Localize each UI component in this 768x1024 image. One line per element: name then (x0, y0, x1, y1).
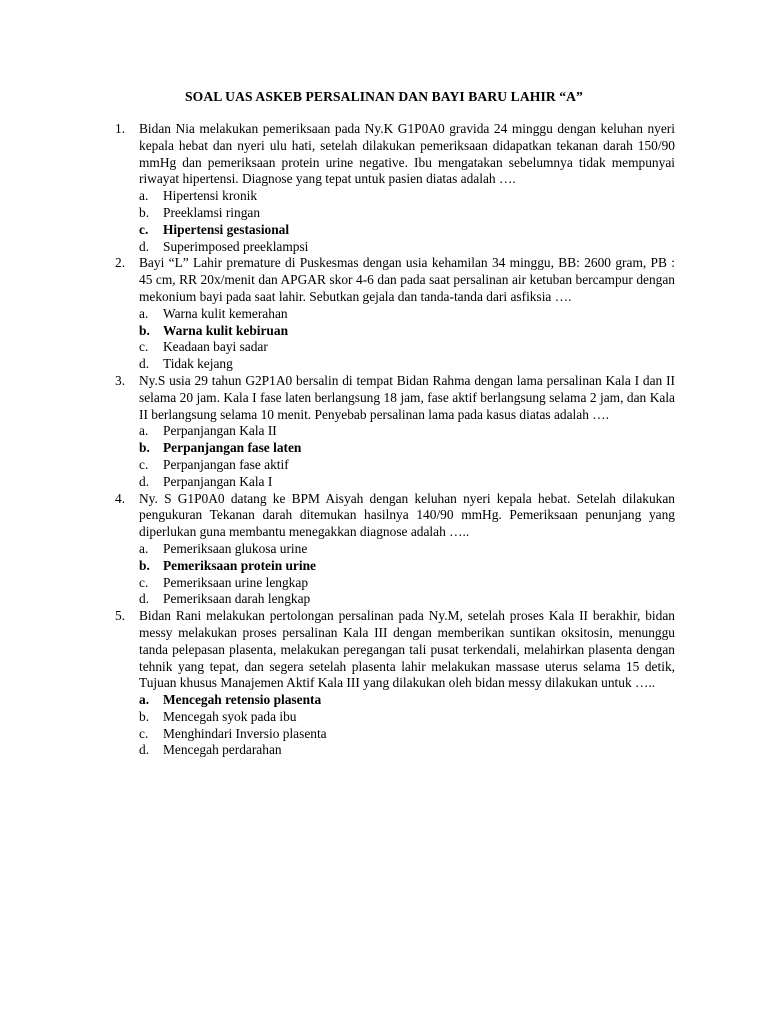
question-4 (115, 491, 675, 609)
question-5 (115, 608, 675, 759)
question-number: 1. (115, 121, 126, 136)
option-a (139, 306, 675, 323)
question-list (115, 121, 675, 759)
option-text: Pemeriksaan darah lengkap (163, 591, 311, 607)
page-title: SOAL UAS ASKEB PERSALINAN DAN BAYI BARU LAHIR “A” (185, 89, 583, 104)
option-letter: c. (139, 456, 149, 472)
option-text: Pemeriksaan glukosa urine (163, 540, 308, 556)
option-text: Tidak kejang (163, 356, 233, 372)
option-text: Perpanjangan fase laten (163, 440, 302, 456)
answer-options (139, 541, 675, 608)
option-letter: b. (139, 322, 150, 338)
question-text: Bidan Rani melakukan pertolongan persalinan pada Ny.M, setelah proses Kala II berakhir, bidan messy melakukan proses persalinan Kala III dengan memberikan suntikan oksitosin, menunggu tanda pelepasan plasenta, melakukan peregangan tali pusat terkendali, melahirkan plasenta dengan tehnik yang tepat, dan segera setelah plasenta lahir melakukan massase uterus selama 15 detik, Tujuan khusus Manajemen Aktif Kala III yang dilakukan oleh bidan messy dilakukan untuk ….. (139, 608, 675, 691)
question-number: 2. (115, 255, 126, 271)
option-letter: d. (139, 473, 150, 489)
option-letter: c. (139, 339, 149, 355)
option-d (139, 474, 675, 491)
option-text: Mencegah syok pada ibu (163, 708, 297, 724)
option-letter: a. (139, 423, 149, 439)
question-2 (115, 255, 675, 373)
option-text: Hipertensi kronik (163, 188, 258, 204)
option-letter: d. (139, 742, 150, 758)
option-text: Hipertensi gestasional (163, 221, 290, 237)
option-a (139, 541, 675, 558)
option-a-correct (139, 692, 675, 709)
option-text: Keadaan bayi sadar (163, 339, 268, 355)
option-b-correct (139, 558, 675, 575)
answer-options (139, 306, 675, 373)
question-3 (115, 373, 675, 491)
option-text: Preeklamsi ringan (163, 204, 261, 220)
answer-options (139, 423, 675, 490)
option-d (139, 356, 675, 373)
option-c (139, 339, 675, 356)
option-b (139, 709, 675, 726)
option-text: Mencegah retensio plasenta (163, 692, 322, 708)
option-letter: b. (139, 204, 150, 220)
question-text: Ny. S G1P0A0 datang ke BPM Aisyah dengan keluhan nyeri kepala hebat. Setelah dilakukan pengukuran Tekanan darah ditemukan hasilnya 140/90 mmHg. Pemeriksaan penunjang yang diperlukan guna membantu menegakkan diagnose adalah ….. (139, 490, 675, 540)
question-text: Ny.S usia 29 tahun G2P1A0 bersalin di tempat Bidan Rahma dengan lama persalinan Kala I dan II selama 20 jam. Kala I fase laten berlangsung 18 jam, fase aktif berlangsung selama 2 jam, dan Kala II berlangsung selama 10 menit. Penyebab persalinan lama pada kasus diatas adalah …. (139, 372, 675, 422)
option-c (139, 726, 675, 743)
option-d (139, 742, 675, 759)
answer-options (139, 692, 675, 759)
option-letter: a. (139, 305, 149, 321)
option-letter: b. (139, 708, 150, 724)
option-text: Pemeriksaan protein urine (163, 557, 316, 573)
option-c (139, 457, 675, 474)
option-letter: d. (139, 238, 150, 254)
option-b-correct (139, 323, 675, 340)
question-number: 5. (115, 608, 126, 624)
option-text: Warna kulit kebiruan (163, 322, 289, 338)
option-letter: c. (139, 574, 149, 590)
option-a (139, 423, 675, 440)
option-d (139, 591, 675, 608)
option-text: Pemeriksaan urine lengkap (163, 574, 309, 590)
option-text: Perpanjangan Kala I (163, 473, 273, 489)
option-letter: b. (139, 440, 150, 456)
option-b (139, 205, 675, 222)
question-text: Bayi “L” Lahir premature di Puskesmas dengan usia kehamilan 34 minggu, BB: 2600 gram, PB : 45 cm, RR 20x/menit dan APGAR skor 4-6 dan pada saat persalinan air ketuban bercampur dengan mekonium bayi pada saat lahir. Sebutkan gejala dan tanda-tanda dari asfiksia …. (139, 255, 675, 304)
option-letter: a. (139, 188, 149, 204)
option-text: Menghindari Inversio plasenta (163, 725, 327, 741)
option-letter: d. (139, 591, 150, 607)
option-a (139, 188, 675, 205)
option-d (139, 239, 675, 256)
question-1 (115, 121, 675, 255)
option-c (139, 575, 675, 592)
option-text: Perpanjangan fase aktif (163, 456, 289, 472)
option-text: Perpanjangan Kala II (163, 423, 277, 439)
answer-options (139, 188, 675, 255)
question-number: 3. (115, 372, 126, 388)
option-letter: a. (139, 540, 149, 556)
option-letter: a. (139, 692, 150, 708)
option-c-correct (139, 222, 675, 239)
option-letter: b. (139, 557, 150, 573)
option-letter: c. (139, 221, 149, 237)
option-text: Warna kulit kemerahan (163, 305, 288, 321)
question-number: 4. (115, 490, 126, 506)
option-b-correct (139, 440, 675, 457)
question-text: Bidan Nia melakukan pemeriksaan pada Ny.K G1P0A0 gravida 24 minggu dengan keluhan nyeri kepala hebat dan nyeri ulu hati, setelah dilakukan pemeriksaan didapatkan tekanan darah 150/90 mmHg dan pemeriksaan protein urine negative. Ibu mengatakan sebelumnya tidak mempunyai riwayat hipertensi. Diagnose yang tepat untuk pasien diatas adalah …. (139, 121, 675, 187)
option-letter: c. (139, 725, 149, 741)
option-letter: d. (139, 356, 150, 372)
option-text: Mencegah perdarahan (163, 742, 282, 758)
option-text: Superimposed preeklampsi (163, 238, 309, 254)
